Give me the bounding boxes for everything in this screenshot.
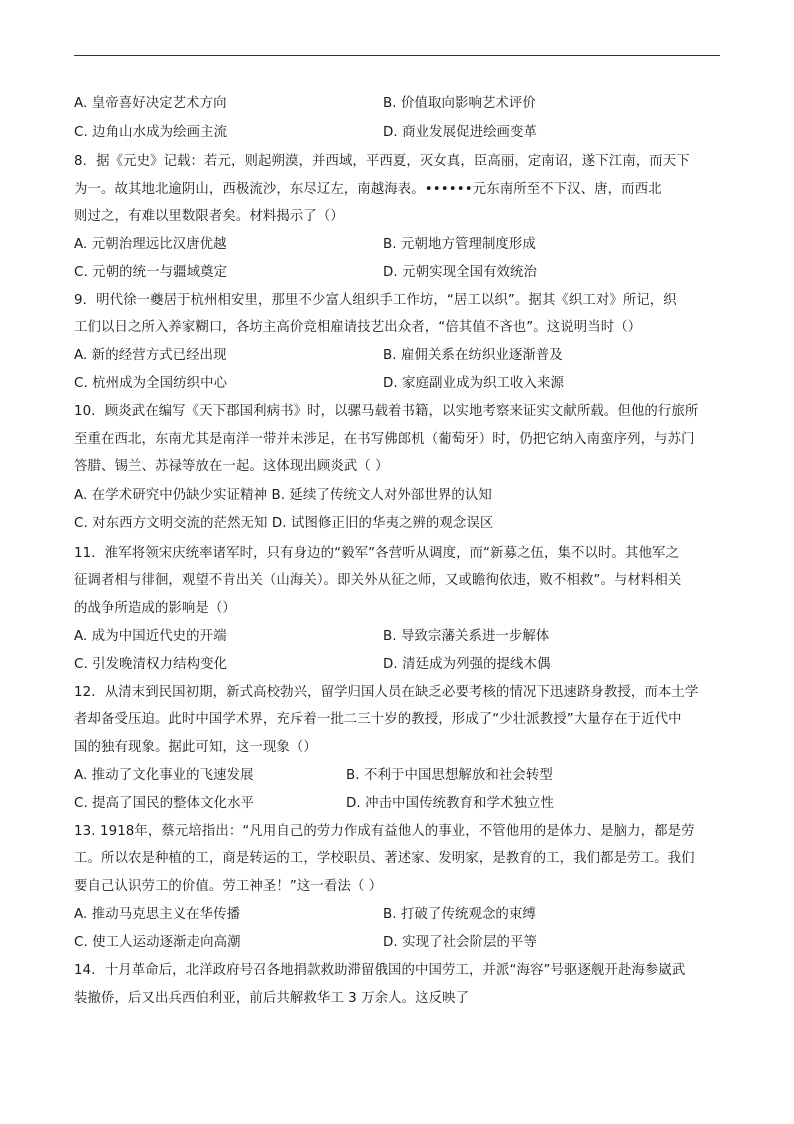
q10-stem-line: 至重在西北，东南尤其是南洋一带并未涉足，在书写佛郎机（葡萄牙）时，仍把它纳入南蛮序列，与苏门 — [74, 432, 695, 447]
q14-stem-line: 14．十月革命后，北洋政府号召各地捐款救助滞留俄国的中国劳工，并派“海容”号驱逐舰开赴海参崴武 — [74, 963, 686, 978]
q10-options-row: A. 在学术研究中仍缺少实证精神 B. 延续了传统文人对外部世界的认知 — [74, 488, 492, 503]
q12-stem-line: 国的独有现象。据此可知，这一现象（） — [74, 740, 317, 755]
q12-option-b: B. 不利于中国思想解放和社会转型 — [346, 768, 553, 783]
q7-option-d: D. 商业发展促进绘画变革 — [383, 125, 538, 140]
q13-stem-line: 要自己认识劳工的价值。劳工神圣！”这一看法（ ） — [74, 879, 383, 894]
q9-option-d: D. 家庭副业成为织工收入来源 — [383, 376, 565, 391]
q8-option-a: A. 元朝治理远比汉唐优越 — [74, 237, 227, 252]
q11-stem-line: 11．淮军将领宋庆统率诸军时，只有身边的“毅军”各营听从调度，而“新募之伍，集不以时。其他军之 — [74, 546, 679, 561]
q9-stem-line: 工们以日之所入养家糊口，各坊主高价竞相雇请技艺出众者，“倍其值不吝也”。这说明当时（） — [74, 320, 642, 335]
q8-stem-line: 8．据《元史》记载：若元，则起朔漠，并西域，平西夏，灭女真，臣高丽，定南诏，遂下江南，而天下 — [74, 154, 690, 169]
q7-option-b: B. 价值取向影响艺术评价 — [383, 96, 536, 111]
q12-option-d: D. 冲击中国传统教育和学术独立性 — [346, 796, 554, 811]
q14-stem-line: 装撤侨，后又出兵西伯利亚，前后共解救华工 3 万余人。这反映了 — [74, 991, 470, 1006]
q10-stem-line: 答腊、锡兰、苏禄等放在一起。这体现出顾炎武（ ） — [74, 459, 389, 474]
q13-option-b: B. 打破了传统观念的束缚 — [383, 907, 536, 922]
q12-stem-line: 者却备受压迫。此时中国学术界，充斥着一批二三十岁的教授，形成了“少壮派教授”大量存在于近代中 — [74, 712, 682, 727]
q8-option-b: B. 元朝地方管理制度形成 — [383, 237, 536, 252]
q11-option-c: C. 引发晚清权力结构变化 — [74, 657, 228, 672]
q8-stem-line: 则过之，有难以里数限者矣。材料揭示了（） — [74, 209, 344, 224]
q13-stem-line: 13. 1918年，蔡元培指出：“凡用自己的劳力作成有益他人的事业，不管他用的是体力、是脑力，都是劳 — [74, 824, 695, 839]
q13-option-a: A. 推动马克思主义在华传播 — [74, 907, 241, 922]
q8-option-d: D. 元朝实现全国有效统治 — [383, 265, 538, 280]
q9-option-a: A. 新的经营方式已经出现 — [74, 348, 227, 363]
q10-options-row: C. 对东西方文明交流的茫然无知 D. 试图修正旧的华夷之辨的观念误区 — [74, 516, 494, 531]
q9-stem-line: 9．明代徐一夔居于杭州相安里，那里不少富人组织手工作坊，“居工以织”。据其《织工对》所记，织 — [74, 293, 677, 308]
q13-option-d: D. 实现了社会阶层的平等 — [383, 935, 538, 950]
q11-stem-line: 征调者相与徘徊，观望不肯出关（山海关）。即关外从征之师，又或瞻徇依违，败不相救”。与材料相关 — [74, 573, 682, 588]
q11-option-b: B. 导致宗藩关系进一步解体 — [383, 629, 550, 644]
q9-option-b: B. 雇佣关系在纺织业逐渐普及 — [383, 348, 563, 363]
q8-stem-line: 为一。故其地北逾阴山，西极流沙，东尽辽左，南越海表。••••••元东南所至不下汉、唐，而西北 — [74, 182, 662, 197]
q7-option-a: A. 皇帝喜好决定艺术方向 — [74, 96, 227, 111]
header-rule — [74, 55, 720, 56]
q8-option-c: C. 元朝的统一与疆域奠定 — [74, 265, 228, 280]
q7-option-c: C. 边角山水成为绘画主流 — [74, 125, 228, 140]
q11-option-a: A. 成为中国近代史的开端 — [74, 629, 227, 644]
q13-option-c: C. 使工人运动逐渐走向高潮 — [74, 935, 241, 950]
q13-stem-line: 工。所以农是种植的工，商是转运的工，学校职员、著述家、发明家，是教育的工，我们都是劳工。我们 — [74, 851, 695, 866]
q12-option-a: A. 推动了文化事业的飞速发展 — [74, 768, 254, 783]
q10-stem-line: 10．顾炎武在编写《天下郡国利病书》时，以骡马载着书籍，以实地考察来证实文献所载。但他的行旅所 — [74, 404, 699, 419]
q12-option-c: C. 提高了国民的整体文化水平 — [74, 796, 255, 811]
q12-stem-line: 12．从清末到民国初期，新式高校勃兴，留学归国人员在缺乏必要考核的情况下迅速跻身教授，而本土学 — [74, 685, 699, 700]
q11-stem-line: 的战争所造成的影响是（） — [74, 601, 236, 616]
q11-option-d: D. 清廷成为列强的提线木偶 — [383, 657, 551, 672]
q9-option-c: C. 杭州成为全国纺织中心 — [74, 376, 228, 391]
